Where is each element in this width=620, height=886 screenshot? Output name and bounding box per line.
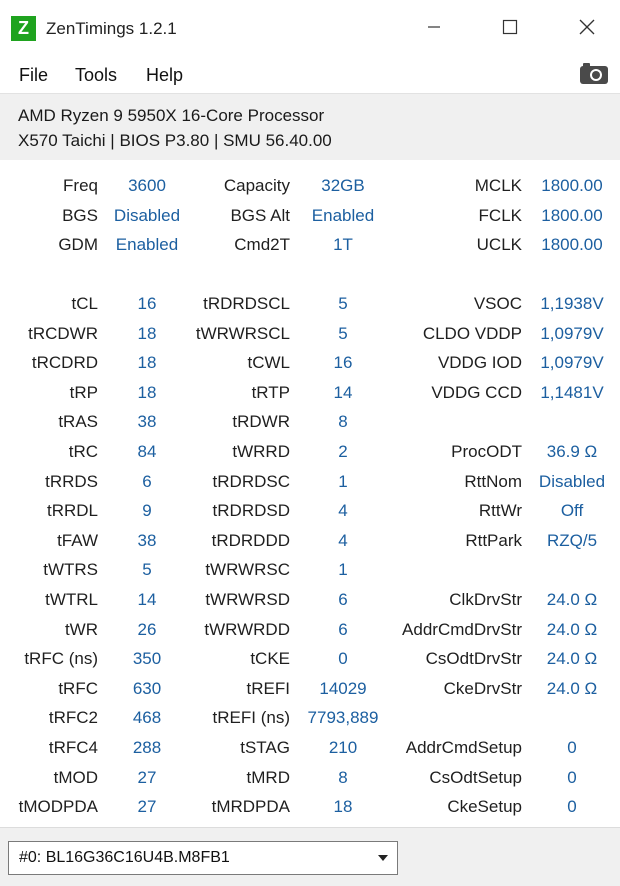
timing-value: 27 [137, 767, 157, 787]
timing-value: 24.0 Ω [546, 678, 598, 698]
timing-value: 0 [567, 797, 577, 817]
timing-label: RttNom [464, 471, 522, 491]
screenshot-button[interactable] [579, 61, 609, 85]
timing-label: CsOdtSetup [429, 767, 522, 787]
timing-label: tRCDWR [28, 323, 98, 343]
timing-value: 38 [137, 412, 157, 432]
timing-label: tMOD [53, 767, 98, 787]
timing-value: Enabled [115, 235, 179, 255]
timing-label: tWRWRSCL [195, 323, 290, 343]
timing-value: 210 [328, 738, 358, 757]
timing-value: 26 [137, 619, 157, 639]
timing-label: GDM [58, 235, 98, 255]
timing-value: 5 [338, 294, 348, 313]
timing-label: tCL [71, 294, 98, 313]
timing-value: 0 [567, 738, 577, 757]
timing-value: Enabled [311, 205, 375, 225]
timing-label: tRFC (ns) [24, 649, 98, 669]
timing-value: 18 [137, 323, 157, 343]
timing-label: VDDG CCD [431, 382, 522, 402]
timing-label: tRDWR [232, 412, 290, 432]
title-bar [0, 0, 620, 57]
maximize-button[interactable] [490, 10, 530, 44]
timing-label: tRDRDDD [211, 530, 290, 550]
timings-panel [0, 160, 620, 827]
timing-value: 1800.00 [541, 205, 603, 225]
timing-label: tRRDS [45, 471, 98, 491]
timing-label: tRP [69, 382, 98, 402]
timing-value: 1 [338, 560, 348, 580]
timing-value: 16 [333, 353, 353, 373]
timing-label: tRC [68, 442, 98, 461]
timing-value: 36.9 Ω [546, 442, 598, 461]
timing-value: 4 [338, 501, 348, 521]
timing-label: tCKE [250, 649, 290, 669]
timing-value: 24.0 Ω [546, 590, 598, 609]
timing-label: CkeSetup [447, 797, 522, 817]
timing-label: VDDG IOD [437, 353, 522, 373]
timing-value: Disabled [538, 471, 606, 491]
timing-value: 38 [137, 530, 157, 550]
timing-label: tMRD [246, 767, 290, 787]
menu-help[interactable]: Help [146, 65, 184, 85]
timing-value: 27 [137, 797, 157, 817]
timing-label: UCLK [476, 235, 522, 255]
timing-value: 2 [338, 442, 348, 461]
timing-value: 630 [132, 678, 162, 698]
timing-label: tMODPDA [18, 797, 98, 817]
timing-label: ProcODT [451, 442, 522, 461]
timing-label: FCLK [478, 205, 522, 225]
timing-label: tRCDRD [31, 353, 98, 373]
timing-value: 8 [338, 767, 348, 787]
timing-value: 350 [132, 649, 162, 669]
timing-label: tWRRD [232, 442, 290, 461]
timing-value: Disabled [113, 205, 181, 225]
timing-value: 32GB [321, 176, 365, 195]
minimize-icon [427, 20, 441, 34]
minimize-button[interactable] [414, 10, 454, 44]
menu-file[interactable]: File [19, 65, 49, 85]
timing-value: 84 [137, 442, 157, 461]
timing-label: tWRWRSC [205, 560, 290, 580]
timing-label: Capacity [223, 176, 290, 195]
timing-label: tRDRDSD [212, 501, 290, 521]
timing-label: tREFI (ns) [212, 708, 290, 728]
timing-label: RttPark [465, 530, 522, 550]
timing-value: 18 [333, 797, 353, 817]
dimm-select-value: #0: BL16G36C16U4B.M8FB1 [19, 849, 230, 866]
timing-value: 24.0 Ω [546, 619, 598, 639]
timing-value: 6 [338, 590, 348, 609]
window-title: ZenTimings 1.2.1 [46, 19, 177, 38]
timing-label: RttWr [478, 501, 522, 521]
timing-label: VSOC [473, 294, 522, 313]
timing-label: tRFC4 [48, 738, 98, 757]
footer [0, 827, 620, 886]
timing-label: BGS [62, 205, 98, 225]
timing-label: tRFC2 [48, 708, 98, 728]
timing-label: CsOdtDrvStr [425, 649, 522, 669]
timing-value: 468 [132, 708, 162, 728]
timing-value: 4 [338, 530, 348, 550]
maximize-icon [502, 19, 518, 35]
timing-label: CkeDrvStr [443, 678, 522, 698]
timing-label: tWRWRSD [205, 590, 290, 609]
timing-label: tRTP [251, 382, 290, 402]
timing-value: 14 [137, 590, 157, 609]
timing-label: AddrCmdDrvStr [402, 619, 522, 639]
timing-value: 8 [338, 412, 348, 432]
system-info [0, 93, 620, 161]
timing-label: MCLK [474, 176, 522, 195]
timing-value: 14029 [319, 678, 367, 698]
timing-value: 3600 [128, 176, 166, 195]
timing-label: Cmd2T [234, 235, 290, 255]
cpu-name: AMD Ryzen 9 5950X 16-Core Processor [18, 106, 325, 125]
zentimings-logo-icon: Z [11, 16, 36, 41]
timing-value: 0 [338, 649, 348, 669]
timing-value: RZQ/5 [546, 530, 598, 550]
timing-value: 1800.00 [541, 235, 603, 255]
timing-label: tMRDPDA [211, 797, 290, 817]
timing-label: tWTRS [43, 560, 98, 580]
timing-value: 16 [137, 294, 157, 313]
close-icon [579, 19, 595, 35]
timing-value: 18 [137, 353, 157, 373]
timing-value: 0 [567, 767, 577, 787]
timing-label: BGS Alt [230, 205, 290, 225]
board-info: X570 Taichi | BIOS P3.80 | SMU 56.40.00 [18, 131, 332, 150]
timing-value: 5 [338, 323, 348, 343]
timing-label: tSTAG [240, 738, 290, 757]
timing-value: 1,1481V [540, 382, 604, 402]
timing-value: 6 [338, 619, 348, 639]
timing-value: 9 [142, 501, 152, 521]
timing-value: 1,0979V [540, 323, 604, 343]
timing-value: 24.0 Ω [546, 649, 598, 669]
timing-value: Off [560, 501, 584, 521]
timing-label: tWRWRDD [204, 619, 290, 639]
timing-label: tFAW [57, 530, 98, 550]
timing-label: tRFC [58, 678, 98, 698]
timing-label: tRAS [58, 412, 98, 432]
timing-label: tWTRL [45, 590, 98, 609]
dimm-select[interactable] [8, 841, 398, 875]
timing-label: AddrCmdSetup [405, 738, 522, 757]
timing-value: 1T [333, 235, 353, 255]
timing-label: Freq [63, 176, 98, 195]
timing-value: 7793,889 [307, 708, 379, 728]
timing-label: tWR [64, 619, 98, 639]
timing-label: CLDO VDDP [422, 323, 522, 343]
timing-value: 6 [142, 471, 152, 491]
menu-tools[interactable]: Tools [75, 65, 118, 85]
timing-value: 1 [338, 471, 348, 491]
close-button[interactable] [567, 10, 607, 44]
timing-label: tREFI [246, 678, 290, 698]
timing-value: 1,1938V [540, 294, 604, 313]
menu-bar [0, 57, 620, 93]
timing-value: 288 [132, 738, 162, 757]
timing-label: tRDRDSC [212, 471, 290, 491]
chevron-down-icon [378, 855, 388, 861]
timing-label: ClkDrvStr [449, 590, 522, 609]
timing-value: 1800.00 [541, 176, 603, 195]
timing-value: 5 [142, 560, 152, 580]
timing-label: tCWL [247, 353, 290, 373]
timing-label: tRDRDSCL [203, 294, 290, 313]
timing-value: 14 [333, 382, 353, 402]
timing-value: 1,0979V [540, 353, 604, 373]
timing-label: tRRDL [46, 501, 98, 521]
camera-icon [579, 61, 609, 85]
timing-value: 18 [137, 382, 157, 402]
